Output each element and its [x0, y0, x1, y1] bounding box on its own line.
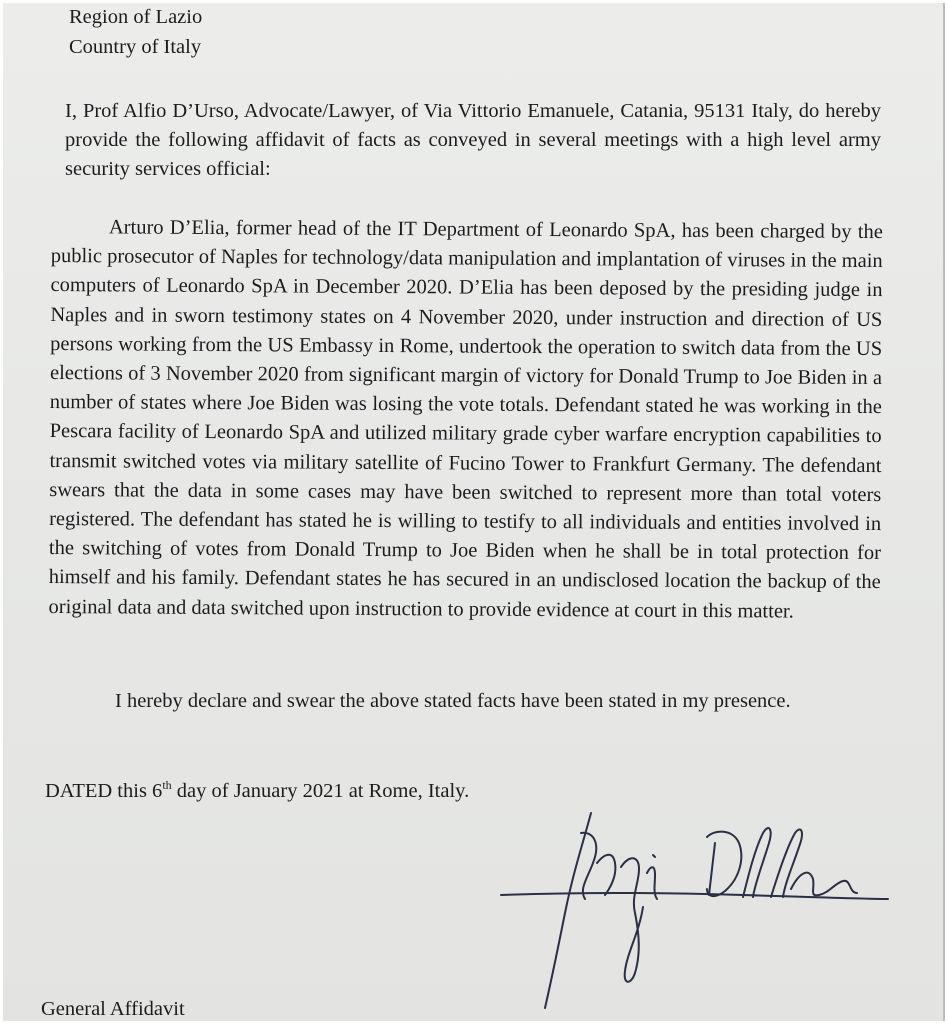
signature-underline: [501, 893, 888, 899]
signature-stroke: [621, 858, 643, 982]
dated-prefix: DATED this 6: [45, 780, 163, 802]
signature-stroke: [647, 867, 657, 899]
body-text: Arturo D’Elia, former head of the IT Department of Leonardo SpA, has been charged by the public prosecutor of Naples for technology/data manipulation and implantation of viruses in the main computers of Leonardo SpA in December 2020. D’Elia has been deposed by the presiding judge in Naples and in sworn testimony states on 4 November 2020, under instruction and direction of US persons working from the US Embassy in Rome, undertook the operation to switch data from the US elections of 3 November 2020 from significant margin of victory for Donald Trump to Joe Biden in a number of states where Joe Biden was losing the vote totals. Defendant stated he was working in the Pescara facility of Leonardo SpA and utilized military grade cyber warfare encryption capabilities to transmit switched votes via military satellite of Fucino Tower to Frankfurt Germany. The defendant swears that the data in some cases may have been switched to represent more than total voters registered. The defendant has stated he is willing to testify to all individuals and entities involved in the switching of votes from Donald Trump to Joe Biden when he shall be in total protection for himself and his family. Defendant states he has secured in an undisclosed location the backup of the original data and data switched upon instruction to provide evidence at court in this matter.: [48, 216, 883, 623]
header-country: Country of Italy: [69, 36, 202, 58]
dated-line: [45, 777, 469, 806]
header-region: Region of Lazio: [69, 6, 203, 28]
signature-stroke: [709, 843, 715, 895]
signature-stroke: [743, 828, 771, 897]
signature-stroke: [771, 829, 802, 897]
intro-paragraph: I, Prof Alfio D’Urso, Advocate/Lawyer, of Via Vittorio Emanuele, Catania, 95131 Italy, do hereby provide the following affidavit of facts as conveyed in several meetings with a high level army security services official:: [65, 100, 881, 181]
signature-stroke: [597, 855, 615, 895]
affidavit-page: [3, 3, 945, 1021]
signature-stroke: [545, 813, 591, 1008]
footer-label: General Affidavit: [41, 998, 185, 1020]
declaration-text: I hereby declare and swear the above stated facts have been stated in my presence.: [115, 690, 791, 712]
signature-stroke: [653, 855, 655, 857]
dated-ordinal: th: [162, 778, 172, 793]
signature-stroke: [791, 873, 857, 896]
dated-suffix: day of January 2021 at Rome, Italy.: [171, 780, 470, 802]
body-paragraph: [49, 213, 883, 627]
handwritten-signature: [493, 803, 893, 1013]
